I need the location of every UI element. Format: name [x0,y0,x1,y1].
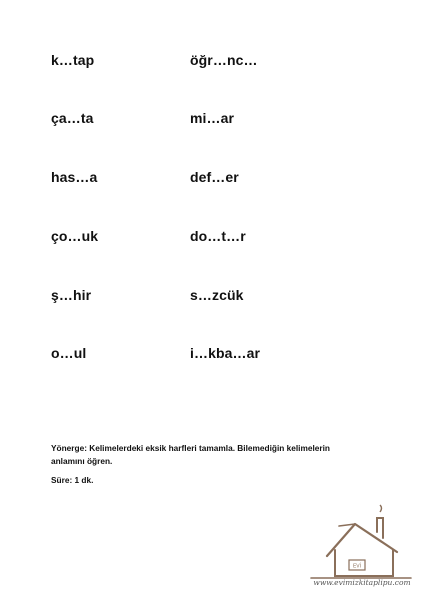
word-left-2: ça…ta [51,110,94,126]
instruction-text: Yönerge: Kelimelerdeki eksik harfleri tamamla. Bilemediğin kelimelerin anlamını öğren. [51,443,330,466]
word-right-3: def…er [190,169,239,185]
word-left-6: o…ul [51,345,87,361]
word-right-2: mi…ar [190,110,235,126]
word-left-3: has…a [51,169,98,185]
logo-url: www.evimizkitaplipu.com [313,578,411,587]
word-right-1: öğr…nc… [190,52,258,68]
word-left-5: ş…hir [51,287,92,303]
word-right-4: do…t…r [190,228,246,244]
house-sign-text: EVİ [352,563,362,570]
word-left-4: ço…uk [51,228,99,244]
word-right-5: s…zcük [190,287,244,303]
word-left-1: k…tap [51,52,95,68]
word-right-6: i…kba…ar [190,345,261,361]
duration-text: Süre: 1 dk. [51,475,94,485]
